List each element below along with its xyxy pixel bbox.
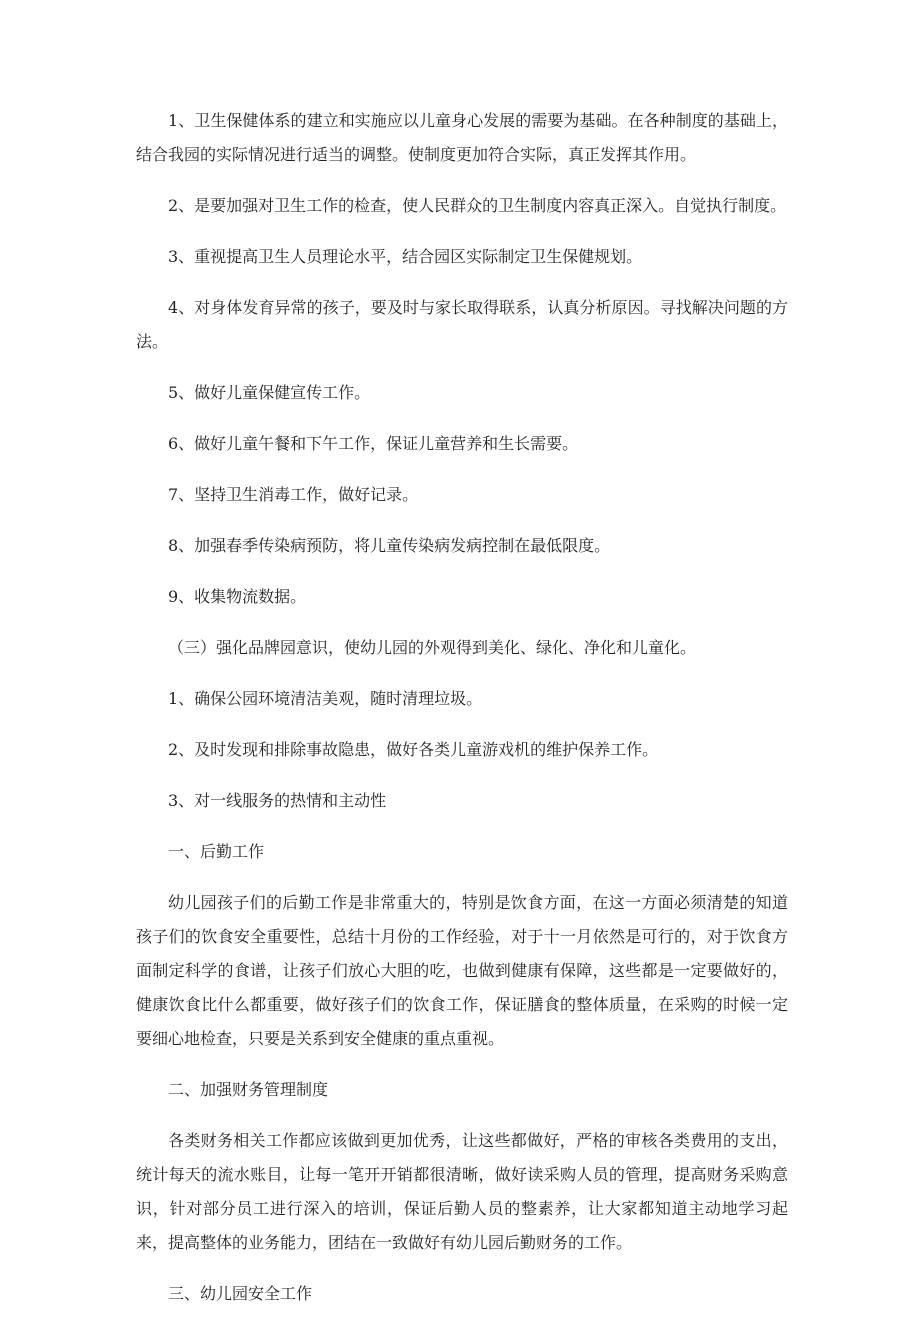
section-heading-brand-awareness: （三）强化品牌园意识，使幼儿园的外观得到美化、绿化、净化和儿童化。 [168, 638, 697, 657]
paragraph-hygiene-system: 1、卫生保健体系的建立和实施应以儿童身心发展的需要为基础。在各种制度的基础上，结合我园的实际情况进行适当的调整。使制度更加符合实际，真正发挥其作用。 [136, 111, 788, 164]
paragraph-clean-environment: 1、确保公园环境清洁美观，随时清理垃圾。 [168, 689, 483, 708]
section-heading-safety: 三、幼儿园安全工作 [168, 1284, 313, 1303]
section-heading-finance: 二、加强财务管理制度 [168, 1080, 329, 1099]
paragraph-hygiene-inspection: 2、是要加强对卫生工作的检查，使人民群众的卫生制度内容真正深入。自觉执行制度。 [168, 196, 787, 215]
paragraph-disinfection: 7、坚持卫生消毒工作，做好记录。 [168, 485, 419, 504]
section-heading-logistics: 一、后勤工作 [168, 842, 265, 861]
document-body [136, 104, 788, 1328]
paragraph-spring-disease: 8、加强春季传染病预防，将儿童传染病发病控制在最低限度。 [168, 536, 611, 555]
paragraph-staff-theory: 3、重视提高卫生人员理论水平，结合园区实际制定卫生保健规划。 [168, 247, 643, 266]
paragraph-lunch-work: 6、做好儿童午餐和下午工作，保证儿童营养和生长需要。 [168, 434, 579, 453]
paragraph-logistics-data: 9、收集物流数据。 [168, 587, 307, 606]
paragraph-service-enthusiasm: 3、对一线服务的热情和主动性 [168, 791, 387, 810]
paragraph-logistics-diet: 幼儿园孩子们的后勤工作是非常重大的，特别是饮食方面，在这一方面必须清楚的知道孩子们的饮食安全重要性，总结十月份的工作经验，对于十一月依然是可行的，对于饮食方面制定科学的食谱，让孩子们放心大胆的吃，也做到健康有保障，这些都是一定要做好的，健康饮食比什么都重要，做好孩子们的饮食工作，保证膳食的整体质量，在采购的时候一定要细心地检查，只要是关系到安全健康的重点重视。 [136, 893, 788, 1048]
paragraph-health-publicity: 5、做好儿童保健宣传工作。 [168, 383, 371, 402]
paragraph-abnormal-development: 4、对身体发育异常的孩子，要及时与家长取得联系，认真分析原因。寻找解决问题的方法。 [136, 298, 788, 351]
paragraph-accident-hazards: 2、及时发现和排除事故隐患，做好各类儿童游戏机的维护保养工作。 [168, 740, 659, 759]
paragraph-finance-management: 各类财务相关工作都应该做到更加优秀，让这些都做好，严格的审核各类费用的支出，统计每天的流水账目，让每一笔开开销都很清晰，做好读采购人员的管理，提高财务采购意识，针对部分员工进行深入的培训，保证后勤人员的整素养，让大家都知道主动地学习起来，提高整体的业务能力，团结在一致做好有幼儿园后勤财务的工作。 [136, 1131, 788, 1252]
